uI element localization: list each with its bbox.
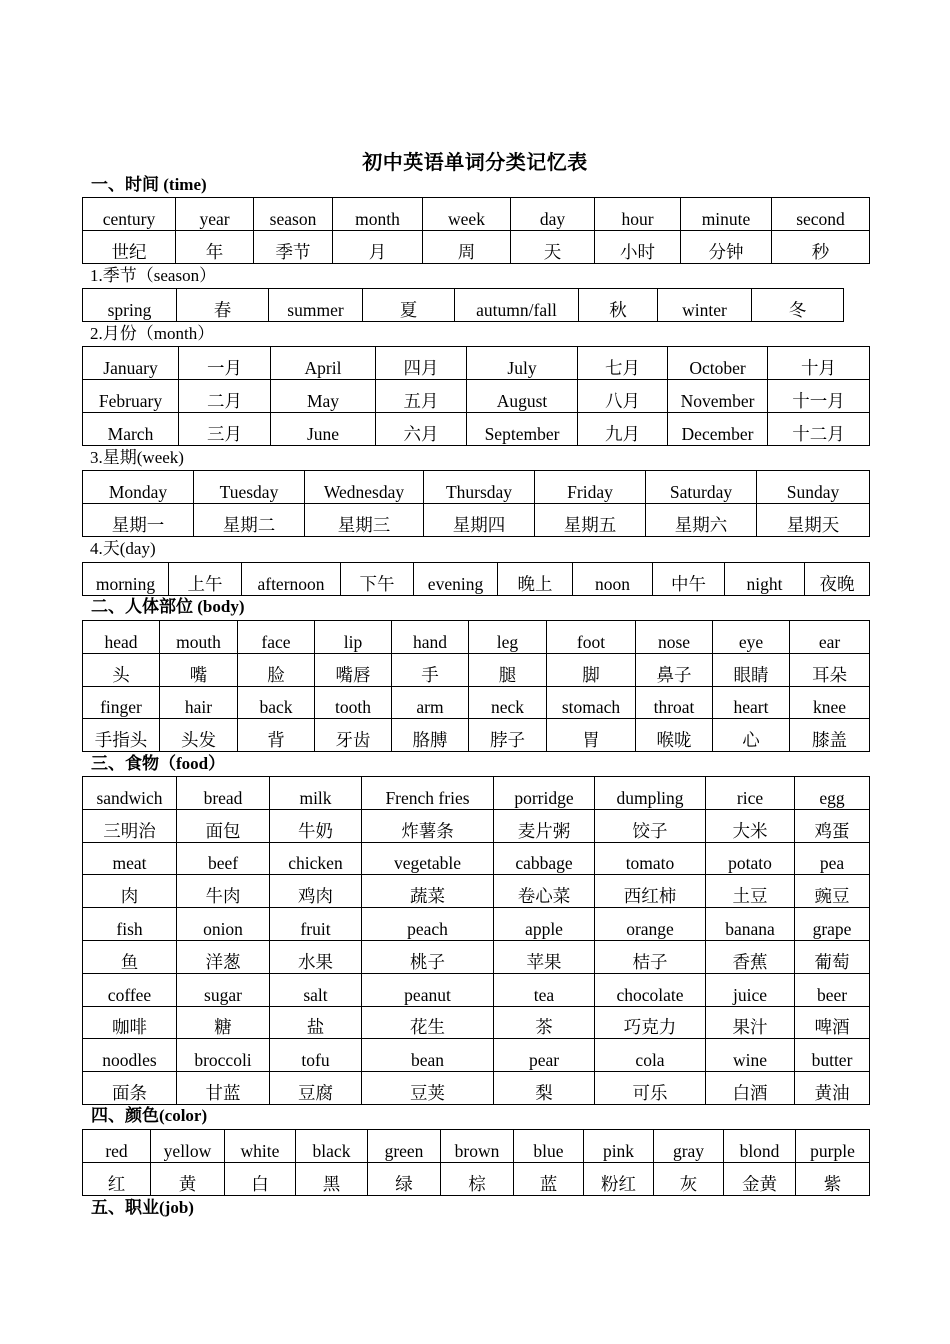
table-row (83, 504, 870, 537)
table-cell: banana (706, 908, 795, 941)
table-cell: 鼻子 (636, 653, 713, 686)
section-heading-food: 三、食物（food） (91, 754, 226, 773)
table-cell: hair (160, 686, 238, 719)
table-cell: rice (706, 777, 795, 810)
table-cell: chicken (270, 842, 362, 875)
table-cell: season (254, 198, 333, 231)
table-cell: 星期天 (757, 504, 870, 537)
table-cell: 果汁 (706, 1006, 795, 1039)
table-cell: pea (795, 842, 870, 875)
table-cell: May (271, 380, 376, 413)
table-cell: 手指头 (83, 719, 160, 752)
table-row (83, 380, 870, 413)
table-cell: Wednesday (305, 471, 424, 504)
table-row (83, 1163, 870, 1196)
table-cell: August (467, 380, 578, 413)
table-cell: 蔬菜 (362, 875, 494, 908)
table-cell: potato (706, 842, 795, 875)
table-cell: autumn/fall (455, 289, 579, 322)
table-cell: 膝盖 (790, 719, 870, 752)
table-cell: March (83, 413, 179, 446)
table-cell: Tuesday (194, 471, 305, 504)
table-cell: 八月 (578, 380, 668, 413)
table-cell: winter (658, 289, 752, 322)
table-cell: June (271, 413, 376, 446)
table-cell: broccoli (177, 1039, 270, 1072)
table-row (83, 1130, 870, 1163)
table-cell: 白 (225, 1163, 296, 1196)
table-cell: 二月 (179, 380, 271, 413)
table-cell: July (467, 347, 578, 380)
table-cell: 中午 (653, 563, 725, 596)
table-cell: December (668, 413, 768, 446)
table-cell: 秋 (579, 289, 658, 322)
table-cell: 巧克力 (595, 1006, 706, 1039)
table-cell: 牛奶 (270, 809, 362, 842)
body-table (82, 620, 870, 752)
table-cell: 头 (83, 653, 160, 686)
table-row (83, 842, 870, 875)
table-cell: 棕 (441, 1163, 514, 1196)
table-cell: meat (83, 842, 177, 875)
table-cell: century (83, 198, 176, 231)
table-cell: 饺子 (595, 809, 706, 842)
table-cell: 糖 (177, 1006, 270, 1039)
table-cell: chocolate (595, 973, 706, 1006)
page-title: 初中英语单词分类记忆表 (362, 152, 588, 174)
table-cell: nose (636, 621, 713, 654)
table-cell: Friday (535, 471, 646, 504)
table-cell: 七月 (578, 347, 668, 380)
table-cell: 十月 (768, 347, 870, 380)
table-cell: 大米 (706, 809, 795, 842)
table-cell: 卷心菜 (494, 875, 595, 908)
table-cell: 一月 (179, 347, 271, 380)
table-cell: peanut (362, 973, 494, 1006)
table-cell: neck (469, 686, 547, 719)
table-row (83, 471, 870, 504)
table-cell: evening (414, 563, 498, 596)
table-cell: month (333, 198, 423, 231)
table-row (83, 347, 870, 380)
table-row (83, 653, 870, 686)
table-cell: blue (514, 1130, 584, 1163)
section-heading-season: 1.季节（season） (90, 266, 217, 285)
table-cell: mouth (160, 621, 238, 654)
table-cell: 星期五 (535, 504, 646, 537)
table-cell: 水果 (270, 940, 362, 973)
table-cell: 星期二 (194, 504, 305, 537)
table-cell: April (271, 347, 376, 380)
table-cell: November (668, 380, 768, 413)
section-heading-day: 4.天(day) (90, 539, 156, 558)
table-cell: pink (584, 1130, 654, 1163)
table-cell: 牙齿 (315, 719, 392, 752)
table-cell: bread (177, 777, 270, 810)
table-cell: 夏 (363, 289, 455, 322)
table-cell: year (176, 198, 254, 231)
table-cell: Sunday (757, 471, 870, 504)
table-cell: 桃子 (362, 940, 494, 973)
table-cell: face (238, 621, 315, 654)
table-cell: 面包 (177, 809, 270, 842)
table-cell: vegetable (362, 842, 494, 875)
table-row (83, 1072, 870, 1105)
table-row (83, 686, 870, 719)
table-cell: 苹果 (494, 940, 595, 973)
table-cell: 牛肉 (177, 875, 270, 908)
table-cell: 脸 (238, 653, 315, 686)
table-cell: 星期四 (424, 504, 535, 537)
day-table (82, 562, 870, 596)
food-table (82, 776, 870, 1105)
table-cell: 头发 (160, 719, 238, 752)
table-cell: 五月 (376, 380, 467, 413)
table-cell: 鱼 (83, 940, 177, 973)
table-cell: week (423, 198, 511, 231)
table-cell: summer (269, 289, 363, 322)
table-cell: 天 (511, 231, 595, 264)
table-row (83, 973, 870, 1006)
table-cell: 月 (333, 231, 423, 264)
section-heading-month: 2.月份（month） (90, 324, 215, 343)
table-cell: 春 (177, 289, 269, 322)
table-row (83, 719, 870, 752)
table-cell: 小时 (595, 231, 681, 264)
table-cell: 四月 (376, 347, 467, 380)
table-cell: French fries (362, 777, 494, 810)
table-cell: 季节 (254, 231, 333, 264)
table-row (83, 198, 870, 231)
table-cell: hand (392, 621, 469, 654)
table-row (83, 621, 870, 654)
table-cell: hour (595, 198, 681, 231)
table-cell: 嘴 (160, 653, 238, 686)
table-row (83, 940, 870, 973)
table-cell: butter (795, 1039, 870, 1072)
table-cell: October (668, 347, 768, 380)
table-cell: coffee (83, 973, 177, 1006)
table-cell: back (238, 686, 315, 719)
table-row (83, 231, 870, 264)
table-cell: 鸡肉 (270, 875, 362, 908)
table-cell: 炸薯条 (362, 809, 494, 842)
table-cell: 可乐 (595, 1072, 706, 1105)
table-cell: 冬 (752, 289, 844, 322)
table-cell: minute (681, 198, 772, 231)
table-cell: 茶 (494, 1006, 595, 1039)
table-cell: 蓝 (514, 1163, 584, 1196)
table-row (83, 1006, 870, 1039)
table-cell: blond (724, 1130, 796, 1163)
table-cell: day (511, 198, 595, 231)
table-cell: green (368, 1130, 441, 1163)
table-cell: tooth (315, 686, 392, 719)
table-cell: purple (796, 1130, 870, 1163)
table-row (83, 413, 870, 446)
table-cell: February (83, 380, 179, 413)
table-cell: black (296, 1130, 368, 1163)
table-cell: 桔子 (595, 940, 706, 973)
table-cell: afternoon (242, 563, 341, 596)
week-table (82, 470, 870, 537)
table-cell: 六月 (376, 413, 467, 446)
table-cell: 咖啡 (83, 1006, 177, 1039)
table-cell: 西红柿 (595, 875, 706, 908)
table-cell: orange (595, 908, 706, 941)
table-cell: 星期三 (305, 504, 424, 537)
table-cell: fish (83, 908, 177, 941)
table-row (83, 563, 870, 596)
table-cell: 红 (83, 1163, 151, 1196)
table-cell: 黑 (296, 1163, 368, 1196)
table-cell: 葡萄 (795, 940, 870, 973)
section-heading-job: 五、职业(job) (91, 1198, 194, 1217)
section-heading-body: 二、人体部位 (body) (91, 597, 245, 616)
table-cell: tomato (595, 842, 706, 875)
table-cell: 手 (392, 653, 469, 686)
table-cell: yellow (151, 1130, 225, 1163)
table-cell: gray (654, 1130, 724, 1163)
table-cell: 秒 (772, 231, 870, 264)
table-cell: tea (494, 973, 595, 1006)
section-heading-time: 一、时间 (time) (91, 175, 207, 194)
table-cell: apple (494, 908, 595, 941)
table-cell: fruit (270, 908, 362, 941)
table-cell: juice (706, 973, 795, 1006)
table-cell: 晚上 (498, 563, 573, 596)
table-cell: 香蕉 (706, 940, 795, 973)
month-table (82, 346, 870, 446)
table-cell: 十一月 (768, 380, 870, 413)
table-row (83, 777, 870, 810)
table-cell: leg (469, 621, 547, 654)
table-cell: foot (547, 621, 636, 654)
table-cell: 盐 (270, 1006, 362, 1039)
table-cell: 三月 (179, 413, 271, 446)
table-row (83, 1039, 870, 1072)
table-cell: 周 (423, 231, 511, 264)
table-cell: heart (713, 686, 790, 719)
table-cell: sandwich (83, 777, 177, 810)
table-cell: 绿 (368, 1163, 441, 1196)
table-cell: 胳膊 (392, 719, 469, 752)
table-cell: night (725, 563, 805, 596)
table-cell: beef (177, 842, 270, 875)
table-cell: 豌豆 (795, 875, 870, 908)
table-cell: spring (83, 289, 177, 322)
table-cell: beer (795, 973, 870, 1006)
table-cell: knee (790, 686, 870, 719)
table-row (83, 908, 870, 941)
table-cell: milk (270, 777, 362, 810)
table-cell: sugar (177, 973, 270, 1006)
table-cell: 九月 (578, 413, 668, 446)
table-row (83, 289, 844, 322)
table-cell: arm (392, 686, 469, 719)
table-cell: 紫 (796, 1163, 870, 1196)
table-cell: 金黄 (724, 1163, 796, 1196)
table-cell: 腿 (469, 653, 547, 686)
table-cell: second (772, 198, 870, 231)
table-cell: brown (441, 1130, 514, 1163)
table-cell: 豆荚 (362, 1072, 494, 1105)
table-cell: 心 (713, 719, 790, 752)
table-cell: egg (795, 777, 870, 810)
color-table (82, 1129, 870, 1196)
table-cell: Thursday (424, 471, 535, 504)
table-cell: 年 (176, 231, 254, 264)
table-cell: wine (706, 1039, 795, 1072)
table-cell: 啤酒 (795, 1006, 870, 1039)
table-cell: January (83, 347, 179, 380)
table-cell: lip (315, 621, 392, 654)
table-cell: throat (636, 686, 713, 719)
table-cell: cola (595, 1039, 706, 1072)
table-cell: salt (270, 973, 362, 1006)
table-cell: 背 (238, 719, 315, 752)
table-cell: 嘴唇 (315, 653, 392, 686)
table-cell: white (225, 1130, 296, 1163)
table-cell: bean (362, 1039, 494, 1072)
table-cell: 十二月 (768, 413, 870, 446)
table-cell: 灰 (654, 1163, 724, 1196)
table-cell: 下午 (341, 563, 414, 596)
time-table (82, 197, 870, 264)
section-heading-color: 四、颜色(color) (91, 1106, 208, 1125)
table-cell: 三明治 (83, 809, 177, 842)
table-cell: finger (83, 686, 160, 719)
section-heading-week: 3.星期(week) (90, 448, 184, 467)
table-cell: 豆腐 (270, 1072, 362, 1105)
table-cell: eye (713, 621, 790, 654)
table-cell: 耳朵 (790, 653, 870, 686)
table-cell: noodles (83, 1039, 177, 1072)
table-cell: 黄油 (795, 1072, 870, 1105)
table-cell: 粉红 (584, 1163, 654, 1196)
table-row (83, 875, 870, 908)
table-cell: 梨 (494, 1072, 595, 1105)
season-table (82, 288, 844, 322)
table-row (83, 809, 870, 842)
table-cell: porridge (494, 777, 595, 810)
table-cell: Monday (83, 471, 194, 504)
table-cell: 脚 (547, 653, 636, 686)
table-cell: morning (83, 563, 169, 596)
table-cell: onion (177, 908, 270, 941)
table-cell: tofu (270, 1039, 362, 1072)
table-cell: 脖子 (469, 719, 547, 752)
table-cell: 星期一 (83, 504, 194, 537)
table-cell: noon (573, 563, 653, 596)
table-cell: 胃 (547, 719, 636, 752)
table-cell: 喉咙 (636, 719, 713, 752)
table-cell: head (83, 621, 160, 654)
table-cell: 肉 (83, 875, 177, 908)
table-cell: 面条 (83, 1072, 177, 1105)
table-cell: 花生 (362, 1006, 494, 1039)
table-cell: cabbage (494, 842, 595, 875)
table-cell: 眼睛 (713, 653, 790, 686)
table-cell: 洋葱 (177, 940, 270, 973)
table-cell: September (467, 413, 578, 446)
table-cell: 黄 (151, 1163, 225, 1196)
table-cell: 夜晚 (805, 563, 870, 596)
table-cell: 世纪 (83, 231, 176, 264)
table-cell: 鸡蛋 (795, 809, 870, 842)
table-cell: 分钟 (681, 231, 772, 264)
table-cell: peach (362, 908, 494, 941)
table-cell: Saturday (646, 471, 757, 504)
table-cell: red (83, 1130, 151, 1163)
table-cell: 土豆 (706, 875, 795, 908)
table-cell: 甘蓝 (177, 1072, 270, 1105)
table-cell: 麦片粥 (494, 809, 595, 842)
table-cell: 星期六 (646, 504, 757, 537)
table-cell: pear (494, 1039, 595, 1072)
table-cell: ear (790, 621, 870, 654)
table-cell: 白酒 (706, 1072, 795, 1105)
table-cell: dumpling (595, 777, 706, 810)
table-cell: 上午 (169, 563, 242, 596)
table-cell: stomach (547, 686, 636, 719)
table-cell: grape (795, 908, 870, 941)
